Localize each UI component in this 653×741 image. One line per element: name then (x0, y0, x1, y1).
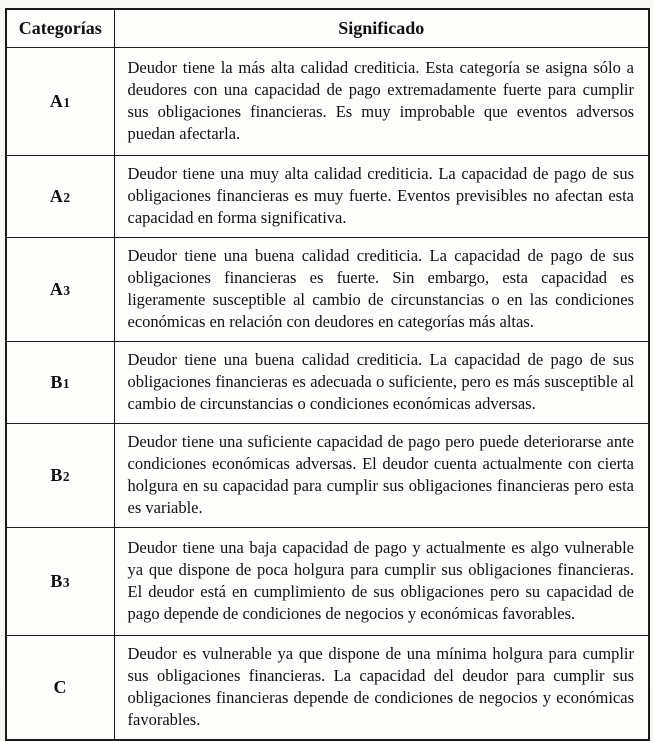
category-letter: B (50, 464, 63, 485)
category-digit: 3 (63, 282, 71, 298)
category-cell-b2 (6, 423, 114, 527)
category-letter: A (49, 278, 64, 299)
category-digit: 1 (63, 94, 71, 110)
category-cell-b3 (6, 527, 114, 635)
table-row-a1 (6, 47, 649, 155)
category-cell-a2 (6, 155, 114, 237)
category-letter: A (49, 90, 64, 111)
category-letter: B (50, 570, 63, 591)
table-row-c (6, 635, 649, 740)
category-digit: 2 (63, 189, 71, 205)
category-digit: 1 (62, 375, 71, 391)
category-digit: 3 (62, 574, 71, 590)
meaning-cell-c: Deudor es vulnerable ya que dispone de una mínima holgura para cumplir sus obligaciones financieras. La capacidad del deudor para cumplir sus obligaciones financieras depende de condiciones de negocios y económicas favorables. (114, 635, 649, 740)
table-row-b1 (6, 341, 649, 423)
credit-rating-categories-table (5, 8, 650, 741)
table-row-a2 (6, 155, 649, 237)
table-row-b2 (6, 423, 649, 527)
meaning-cell-b1: Deudor tiene una buena calidad crediticia. La capacidad de pago de sus obligaciones financieras es adecuada o suficiente, pero es más susceptible al cambio de circunstancias o condiciones económicas adversas. (114, 341, 649, 423)
category-letter: C (53, 676, 67, 697)
category-cell-a1 (6, 47, 114, 155)
meaning-cell-b2: Deudor tiene una suficiente capacidad de pago pero puede deteriorarse ante condiciones económicas adversas. El deudor cuenta actualmente con cierta holgura en su capacidad para cumplir sus obligaciones financieras pero esta es variable. (114, 423, 649, 527)
meaning-cell-a1: Deudor tiene la más alta calidad crediticia. Esta categoría se asigna sólo a deudores con una capacidad de pago extremadamente fuerte para cumplir sus obligaciones financieras. Es muy improbable que eventos adversos puedan afectarla. (114, 47, 649, 155)
category-letter: A (49, 185, 64, 206)
category-letter: B (50, 371, 63, 392)
table-header-row (6, 9, 649, 47)
meaning-cell-a3: Deudor tiene una buena calidad crediticia. La capacidad de pago de sus obligaciones financieras es fuerte. Sin embargo, esta capacidad es ligeramente susceptible al cambio de circunstancias o en las condiciones económicas en relación con deudores en categorías más altas. (114, 237, 649, 341)
table-row-a3 (6, 237, 649, 341)
meaning-cell-a2: Deudor tiene una muy alta calidad crediticia. La capacidad de pago de sus obligaciones financieras es muy fuerte. Eventos previsibles no afectan esta capacidad en forma significativa. (114, 155, 649, 237)
column-header-categorias: Categorías (6, 9, 114, 47)
meaning-cell-b3: Deudor tiene una baja capacidad de pago y actualmente es algo vulnerable ya que dispone de poca holgura para cumplir sus obligaciones financieras. El deudor está en cumplimiento de sus obligaciones pero su capacidad de pago depende de condiciones de negocios y económicas favorables. (114, 527, 649, 635)
category-cell-a3 (6, 237, 114, 341)
category-cell-c (6, 635, 114, 740)
table-row-b3 (6, 527, 649, 635)
category-cell-b1 (6, 341, 114, 423)
category-digit: 2 (62, 468, 71, 484)
column-header-significado: Significado (114, 9, 649, 47)
